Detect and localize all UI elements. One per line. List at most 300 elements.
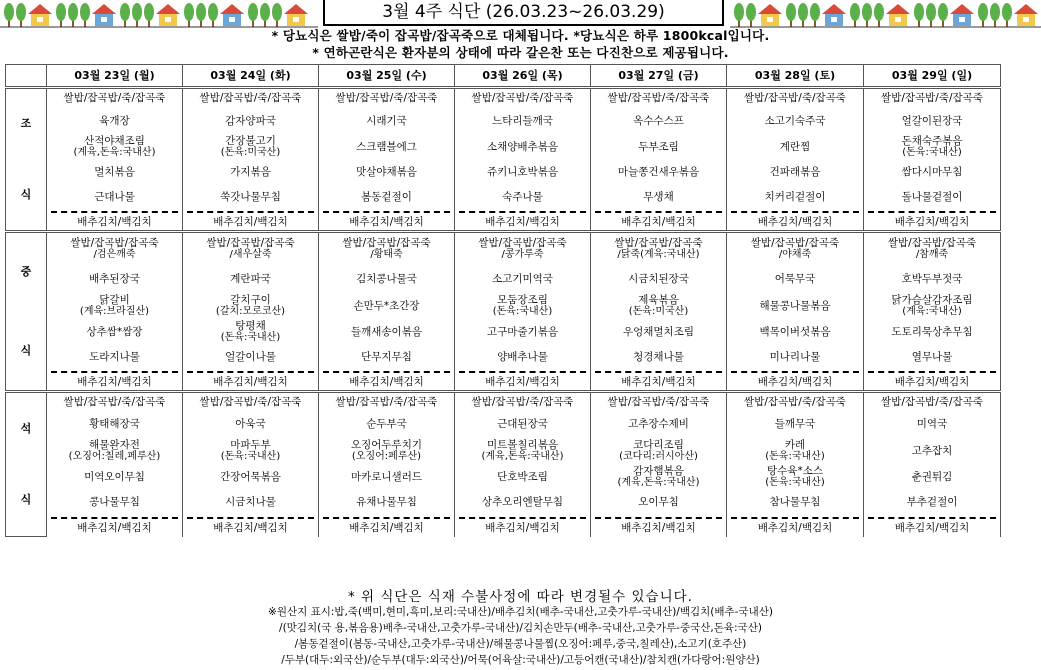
kimchi-text: 배추김치/백김치: [459, 517, 586, 534]
lunch-row: [6, 232, 1001, 266]
menu-item-text: 감자양파국: [225, 114, 276, 127]
menu-item-cell: [727, 134, 864, 160]
menu-item-text: 돌나물겉절이: [901, 190, 963, 203]
menu-item-cell: [727, 412, 864, 437]
menu-item-cell: [455, 292, 591, 320]
menu-item-text: 소고기숙주국: [764, 114, 826, 127]
menu-item-cell: [727, 292, 864, 320]
kimchi-text: 배추김치/백김치: [868, 371, 996, 388]
menu-item-text: 얼갈이나물: [225, 350, 276, 363]
menu-item-text: 가지볶음: [230, 165, 271, 178]
menu-item-cell: [864, 266, 1001, 292]
tree-icon: [1002, 3, 1012, 27]
menu-item-cell: [864, 392, 1001, 412]
house-icon: [220, 4, 244, 26]
menu-item-cell: [319, 160, 455, 184]
menu-item-cell: [455, 412, 591, 437]
menu-item-text: (갈치:모로코산): [215, 305, 286, 317]
tree-icon: [68, 3, 78, 27]
decorative-trees-houses-right: [730, 0, 1041, 28]
menu-item-cell: [864, 160, 1001, 184]
menu-item-cell: [47, 412, 183, 437]
kimchi-cell: [727, 370, 864, 392]
menu-item-cell: [47, 465, 183, 489]
menu-item-cell: [455, 437, 591, 465]
tree-icon: [978, 3, 988, 27]
menu-item-cell: [183, 266, 319, 292]
menu-item-text: 맛살야채볶음: [356, 165, 417, 178]
menu-item-text: 멸치볶음: [94, 165, 135, 178]
menu-item-text: (돈육:국내산): [902, 146, 962, 158]
dinner-row: [6, 392, 1001, 412]
menu-item-cell: [591, 437, 727, 465]
tree-icon: [938, 3, 948, 27]
menu-item-text: (계육:브라질산): [79, 305, 150, 317]
menu-item-text: 해물완자전: [89, 438, 140, 451]
lunch-row: [6, 320, 1001, 344]
day-header: 03월 29일 (일): [864, 65, 1001, 88]
menu-item-text: (돈육:국내산): [220, 450, 281, 462]
kimchi-cell: [591, 515, 727, 537]
breakfast-meal-label: [6, 88, 47, 232]
menu-item-cell: [727, 320, 864, 344]
menu-item-text: 숙주나물: [502, 190, 543, 203]
menu-item-text: 오징어두루치기: [350, 438, 422, 451]
day-header: 03월 26일 (목): [455, 65, 591, 88]
menu-item-cell: [183, 134, 319, 160]
tree-icon: [80, 3, 90, 27]
menu-item-text: 어묵무국: [774, 272, 816, 285]
menu-item-text: 춘권튀김: [911, 470, 953, 483]
menu-item-text: /새우살죽: [229, 249, 272, 261]
lunch-meal-label: [6, 232, 47, 392]
kimchi-text: 배추김치/백김치: [868, 211, 996, 228]
menu-item-cell: [319, 437, 455, 465]
kimchi-cell: [591, 210, 727, 232]
day-header-row: [6, 65, 1001, 88]
dinner-kimchi-row: [6, 515, 1001, 537]
menu-item-cell: [727, 108, 864, 134]
menu-item-cell: [319, 489, 455, 515]
house-icon: [156, 4, 180, 26]
menu-item-cell: [455, 108, 591, 134]
menu-item-text: 미나리나물: [769, 350, 821, 363]
menu-item-text: 부추겉절이: [906, 495, 958, 508]
menu-item-text: 스크램블에그: [356, 140, 417, 153]
breakfast-row: [6, 160, 1001, 184]
menu-item-text: 쌀밥/잡곡밥/죽/잡곡죽: [881, 92, 983, 105]
menu-item-text: 쌀밥/잡곡밥/잡곡죽: [206, 237, 295, 250]
menu-item-text: 쌀밥/잡곡밥/죽/잡곡죽: [335, 92, 438, 105]
menu-item-cell: [183, 292, 319, 320]
kimchi-text: 배추김치/백김치: [187, 371, 314, 388]
menu-item-text: 카레: [784, 438, 806, 451]
menu-item-cell: [319, 292, 455, 320]
menu-item-cell: [864, 344, 1001, 370]
menu-item-text: 쌀밥/잡곡밥/잡곡죽: [750, 237, 840, 250]
menu-item-cell: [183, 344, 319, 370]
menu-item-text: 고추잡치: [911, 444, 953, 457]
menu-item-text: 콩나물무침: [89, 495, 140, 508]
menu-item-text: (돈육:국내산): [220, 331, 281, 343]
menu-item-text: (계육,돈육:국내산): [73, 146, 156, 158]
kimchi-text: 배추김치/백김치: [51, 517, 178, 534]
menu-item-text: 얼갈이된장국: [901, 114, 963, 127]
menu-item-cell: [183, 88, 319, 108]
kimchi-cell: [864, 210, 1001, 232]
kimchi-cell: [319, 370, 455, 392]
house-icon: [92, 4, 116, 26]
menu-item-cell: [319, 88, 455, 108]
menu-item-text: 산적야채조림: [84, 134, 145, 147]
menu-item-cell: [455, 344, 591, 370]
menu-item-text: 미역오이무침: [84, 470, 145, 483]
tree-icon: [786, 3, 796, 27]
menu-item-cell: [47, 134, 183, 160]
menu-item-cell: [47, 160, 183, 184]
menu-item-text: 쑥갓나물무침: [220, 190, 281, 203]
menu-item-cell: [727, 184, 864, 210]
menu-item-text: /닭죽(계육:국내산): [617, 249, 700, 261]
menu-item-cell: [591, 465, 727, 489]
day-header: 03월 25일 (수): [319, 65, 455, 88]
menu-item-cell: [864, 232, 1001, 266]
tree-icon: [926, 3, 936, 27]
menu-item-text: (돈육:국내산): [492, 305, 553, 317]
tree-icon: [120, 3, 130, 27]
menu-item-text: 쌀밥/잡곡밥/죽/잡곡죽: [744, 92, 846, 105]
tree-icon: [272, 3, 282, 27]
menu-item-cell: [864, 134, 1001, 160]
menu-item-text: 배추된장국: [89, 272, 140, 285]
menu-item-cell: [319, 108, 455, 134]
kimchi-cell: [864, 370, 1001, 392]
menu-item-text: (오징어:페루산): [351, 450, 422, 462]
meal-label-char: 조: [20, 117, 32, 131]
kimchi-cell: [455, 210, 591, 232]
menu-item-cell: [864, 320, 1001, 344]
tree-icon: [850, 3, 860, 27]
menu-item-text: 마파두부: [230, 438, 271, 451]
menu-item-text: 오이무침: [638, 495, 679, 508]
dinner-row: [6, 465, 1001, 489]
tree-icon: [196, 3, 206, 27]
menu-item-text: 들깨새송이볶음: [350, 325, 422, 338]
notice-dysphagia: * 연하곤란식은 환자분의 상태에 따라 갈은찬 또는 다진찬으로 제공됩니다.: [312, 45, 729, 60]
menu-item-text: 백목이버섯볶음: [759, 325, 831, 338]
menu-item-text: 고추장수제비: [628, 418, 689, 430]
menu-item-text: /검은깨죽: [93, 249, 136, 261]
day-header: 03월 24일 (화): [183, 65, 319, 88]
page-title: 3월 4주 식단 (26.03.23~26.03.29): [323, 0, 724, 26]
menu-item-cell: [47, 437, 183, 465]
menu-item-cell: [591, 232, 727, 266]
breakfast-row: [6, 134, 1001, 160]
kimchi-text: 배추김치/백김치: [595, 517, 722, 534]
menu-item-cell: [727, 266, 864, 292]
tree-icon: [16, 3, 26, 27]
kimchi-text: 배추김치/백김치: [731, 211, 859, 228]
menu-item-text: 쌀밥/잡곡밥/죽/잡곡죽: [881, 396, 983, 409]
menu-item-text: 쌀밥/잡곡밥/죽/잡곡죽: [335, 396, 438, 409]
tree-icon: [260, 3, 270, 27]
kimchi-cell: [183, 370, 319, 392]
menu-item-text: (돈육:국내산): [765, 476, 825, 488]
menu-item-text: (계육,돈육:국내산): [481, 450, 564, 462]
kimchi-cell: [47, 370, 183, 392]
menu-item-cell: [183, 392, 319, 412]
menu-item-text: 우엉채멸치조림: [622, 325, 694, 338]
menu-item-text: 쌀밥/잡곡밥/잡곡죽: [478, 237, 567, 250]
kimchi-text: 배추김치/백김치: [731, 517, 859, 534]
menu-item-cell: [727, 88, 864, 108]
menu-item-cell: [183, 184, 319, 210]
menu-item-text: 쌀밥/잡곡밥/죽/잡곡죽: [471, 396, 574, 409]
menu-item-text: 감자햄볶음: [633, 464, 684, 477]
menu-item-cell: [864, 489, 1001, 515]
menu-item-text: 쌀밥/잡곡밥/잡곡죽: [342, 237, 431, 250]
menu-item-cell: [591, 134, 727, 160]
menu-item-text: 상추오리엔탈무침: [481, 495, 564, 508]
menu-item-cell: [319, 412, 455, 437]
menu-item-text: 쌀밥/잡곡밥/죽/잡곡죽: [471, 92, 574, 105]
dinner-row: [6, 412, 1001, 437]
menu-item-cell: [864, 412, 1001, 437]
menu-item-text: 무생채: [643, 190, 674, 203]
origin-line: /(맛김치(국 용,볶음용)배추-국내산,고춧가루-국내산)/김치손만두(배추-국내산,고춧가루-중국산,돈육:국산): [279, 622, 762, 634]
lunch-row: [6, 344, 1001, 370]
menu-item-text: 시금치된장국: [628, 272, 689, 285]
menu-item-text: 간장어묵볶음: [220, 470, 281, 483]
menu-item-text: 계란찜: [779, 140, 811, 153]
kimchi-text: 배추김치/백김치: [459, 371, 586, 388]
menu-item-cell: [591, 108, 727, 134]
menu-item-text: 소채양배추볶음: [486, 140, 558, 153]
menu-item-text: 쌈다시마무침: [901, 165, 963, 178]
menu-item-text: 쌀밥/잡곡밥/죽/잡곡죽: [607, 92, 710, 105]
meal-label-char: 식: [20, 493, 32, 507]
menu-item-cell: [183, 437, 319, 465]
menu-item-cell: [591, 489, 727, 515]
lunch-row: [6, 266, 1001, 292]
menu-item-text: 양배추나물: [497, 350, 548, 363]
menu-item-cell: [319, 392, 455, 412]
menu-item-text: 도토리묵상추무침: [891, 325, 973, 338]
kimchi-text: 배추김치/백김치: [187, 517, 314, 534]
menu-item-cell: [727, 344, 864, 370]
menu-item-cell: [47, 88, 183, 108]
tree-icon: [56, 3, 66, 27]
menu-item-text: 쥬키니호박볶음: [486, 165, 558, 178]
menu-item-text: (돈육:미국산): [628, 305, 689, 317]
kimchi-text: 배추김치/백김치: [595, 371, 722, 388]
menu-item-cell: [864, 184, 1001, 210]
menu-item-text: 단무지무침: [361, 350, 412, 363]
breakfast-row: [6, 184, 1001, 210]
tree-icon: [862, 3, 872, 27]
notice-diabetic: * 당뇨식은 쌀밥/죽이 잡곡밥/잡곡죽으로 대체됩니다. *당뇨식은 하루 1800kcal입니다.: [271, 28, 770, 43]
menu-item-text: 쌀밥/잡곡밥/죽/잡곡죽: [744, 396, 846, 409]
menu-item-cell: [727, 160, 864, 184]
menu-item-cell: [47, 292, 183, 320]
menu-item-cell: [319, 134, 455, 160]
menu-item-text: 들깨무국: [774, 418, 816, 430]
origin-line: ※원산지 표시:밥,죽(백미,현미,흑미,보리:국내산)/배추김치(배추-국내산,고춧가루-국내산)/백김치(배추-국내산): [268, 606, 773, 618]
menu-item-text: 닭갈비: [99, 293, 130, 306]
meal-label-char: 중: [20, 265, 32, 279]
tree-icon: [810, 3, 820, 27]
menu-item-cell: [47, 489, 183, 515]
kimchi-text: 배추김치/백김치: [459, 211, 586, 228]
menu-item-text: 쌀밥/잡곡밥/잡곡죽: [887, 237, 977, 250]
menu-item-text: 김치콩나물국: [356, 272, 417, 285]
kimchi-cell: [183, 210, 319, 232]
menu-item-text: 황태해장국: [89, 418, 140, 430]
dinner-row: [6, 437, 1001, 465]
tree-icon: [208, 3, 218, 27]
menu-item-cell: [455, 465, 591, 489]
menu-item-text: 시금치나물: [225, 495, 276, 508]
tree-icon: [990, 3, 1000, 27]
menu-item-cell: [319, 232, 455, 266]
menu-item-cell: [183, 108, 319, 134]
menu-item-cell: [727, 232, 864, 266]
tree-icon: [874, 3, 884, 27]
menu-item-text: 시래기국: [366, 114, 407, 127]
menu-item-text: 마카로니샐러드: [350, 470, 422, 483]
meal-label-char: 식: [20, 187, 32, 201]
kimchi-cell: [727, 515, 864, 537]
menu-item-text: 근대된장국: [497, 418, 548, 430]
menu-item-cell: [319, 465, 455, 489]
menu-item-cell: [319, 184, 455, 210]
breakfast-row: [6, 108, 1001, 134]
menu-item-text: 간장불고기: [225, 134, 276, 147]
menu-item-text: 참나물무침: [769, 495, 821, 508]
menu-item-cell: [591, 88, 727, 108]
menu-item-text: 제육볶음: [638, 293, 679, 306]
menu-item-text: 청경채나물: [633, 350, 684, 363]
kimchi-cell: [319, 515, 455, 537]
menu-item-cell: [591, 160, 727, 184]
tree-icon: [248, 3, 258, 27]
kimchi-text: 배추김치/백김치: [51, 371, 178, 388]
menu-item-text: 미역국: [916, 418, 948, 430]
kimchi-text: 배추김치/백김치: [595, 211, 722, 228]
menu-item-text: 닭가슴살감자조림: [891, 293, 973, 306]
tree-icon: [734, 3, 744, 27]
menu-item-text: 마늘쫑건새우볶음: [617, 165, 700, 178]
dinner-row: [6, 489, 1001, 515]
house-icon: [758, 4, 782, 26]
menu-item-cell: [864, 108, 1001, 134]
menu-item-cell: [864, 465, 1001, 489]
menu-item-text: 유채나물무침: [356, 495, 417, 508]
menu-item-text: 모둠장조림: [497, 293, 548, 306]
house-icon: [886, 4, 910, 26]
kimchi-text: 배추김치/백김치: [731, 371, 859, 388]
menu-item-cell: [455, 160, 591, 184]
menu-item-text: /콩가루죽: [501, 249, 544, 261]
menu-item-cell: [47, 232, 183, 266]
menu-item-text: 호박두부젓국: [901, 272, 963, 285]
menu-item-text: 쌀밥/잡곡밥/잡곡죽: [614, 237, 703, 250]
menu-item-cell: [319, 266, 455, 292]
menu-item-text: 두부조림: [638, 140, 679, 153]
menu-item-text: 쌀밥/잡곡밥/죽/잡곡죽: [199, 92, 302, 105]
menu-item-cell: [727, 392, 864, 412]
menu-item-cell: [455, 489, 591, 515]
kimchi-cell: [455, 370, 591, 392]
kimchi-cell: [864, 515, 1001, 537]
menu-item-text: 탕평채: [235, 319, 266, 332]
breakfast-kimchi-row: [6, 210, 1001, 232]
meal-label-char: 석: [20, 421, 32, 435]
origin-line: /두부(대두:외국산)/순두부(대두:외국산)/어묵(어육살:국내산)/고등어캔(국내산)/참치캔(가다랑어:원양산): [281, 654, 760, 666]
menu-item-cell: [455, 266, 591, 292]
menu-item-cell: [864, 88, 1001, 108]
menu-item-text: 돈채숙주볶음: [901, 134, 963, 147]
menu-item-cell: [591, 320, 727, 344]
kimchi-cell: [47, 210, 183, 232]
menu-item-text: (계육,돈육:국내산): [617, 476, 700, 488]
menu-item-text: 쌀밥/잡곡밥/죽/잡곡죽: [199, 396, 302, 409]
menu-item-cell: [591, 184, 727, 210]
menu-table: [5, 64, 1000, 537]
menu-item-text: 손만두*초간장: [353, 299, 420, 312]
day-header: 03월 28일 (토): [727, 65, 864, 88]
dinner-meal-label: [6, 392, 47, 537]
menu-item-text: 탕수육*소스: [767, 464, 823, 477]
menu-item-text: 건파래볶음: [769, 165, 821, 178]
menu-item-text: 소고기미역국: [492, 272, 553, 285]
menu-item-text: (계육:국내산): [902, 305, 962, 317]
menu-item-cell: [47, 392, 183, 412]
kimchi-cell: [47, 515, 183, 537]
menu-item-text: 치커리겉절이: [764, 190, 826, 203]
menu-item-text: 순두부국: [366, 418, 407, 430]
menu-item-cell: [183, 320, 319, 344]
menu-item-text: (코다리:러시아산): [619, 450, 698, 462]
menu-item-cell: [727, 437, 864, 465]
menu-item-cell: [47, 266, 183, 292]
lunch-row: [6, 292, 1001, 320]
kimchi-text: 배추김치/백김치: [323, 211, 450, 228]
tree-icon: [144, 3, 154, 27]
menu-item-cell: [591, 344, 727, 370]
menu-item-cell: [183, 160, 319, 184]
menu-item-cell: [455, 88, 591, 108]
menu-item-cell: [864, 437, 1001, 465]
menu-item-cell: [47, 108, 183, 134]
menu-item-text: 육개장: [99, 114, 130, 127]
kimchi-text: 배추김치/백김치: [323, 371, 450, 388]
menu-item-text: 도라지나물: [89, 350, 140, 363]
kimchi-cell: [455, 515, 591, 537]
menu-item-cell: [591, 412, 727, 437]
menu-item-text: /야채죽: [778, 249, 812, 261]
menu-item-cell: [455, 320, 591, 344]
menu-item-text: 단호박조림: [497, 470, 548, 483]
menu-item-text: 봄동겉절이: [361, 190, 412, 203]
tree-icon: [914, 3, 924, 27]
kimchi-cell: [727, 210, 864, 232]
menu-item-text: 고구마줄기볶음: [486, 325, 558, 338]
day-header: 03월 27일 (금): [591, 65, 727, 88]
house-icon: [28, 4, 52, 26]
menu-item-text: 코다리조림: [633, 438, 684, 451]
corner-cell: [6, 65, 47, 88]
